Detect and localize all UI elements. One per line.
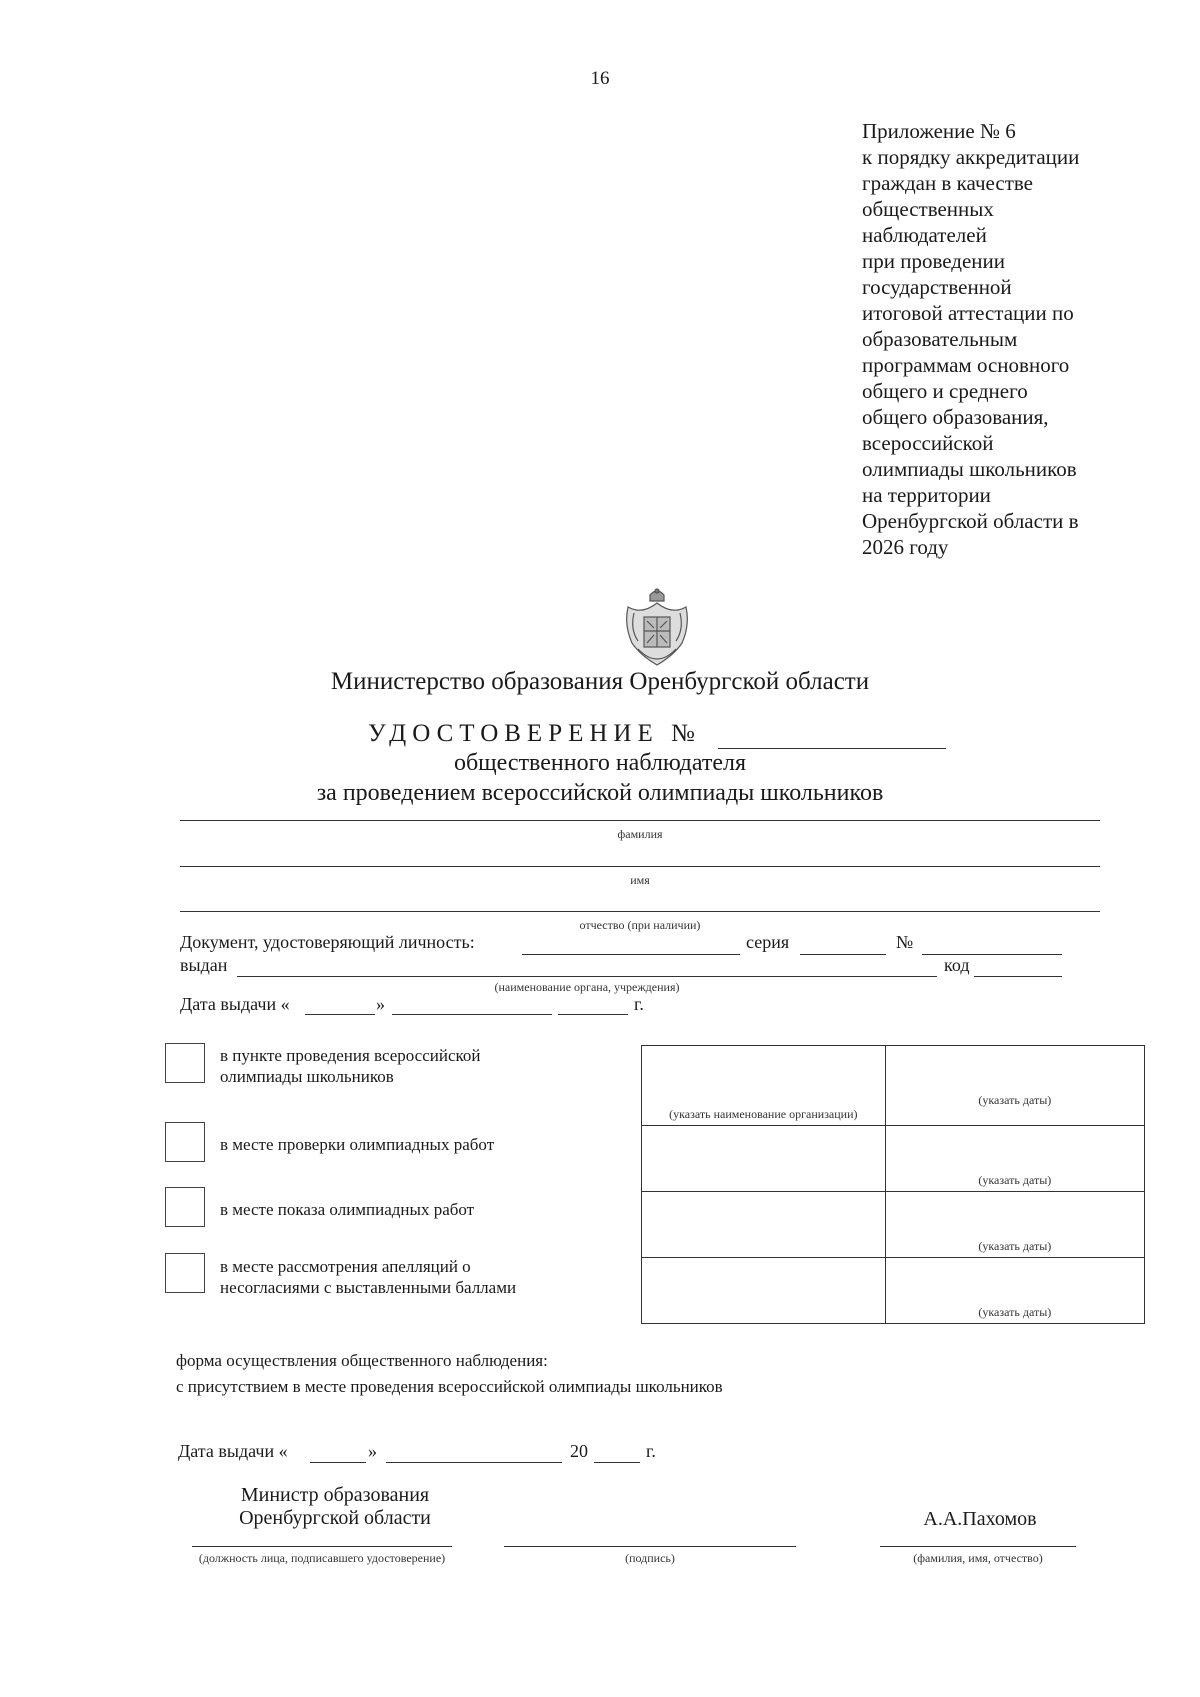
footer-quote-close: » — [368, 1441, 377, 1461]
organization-cell[interactable]: (указать наименование организации) — [642, 1046, 886, 1126]
id-document-field[interactable] — [522, 954, 740, 955]
appendix-line: итоговой аттестации по — [862, 301, 1074, 325]
appendix-line: программам основного — [862, 353, 1070, 377]
appendix-line: граждан в качестве — [862, 171, 1033, 195]
issued-label: выдан — [180, 955, 228, 975]
footer-year-field[interactable] — [594, 1462, 640, 1463]
signature-caption: (подпись) — [625, 1551, 675, 1565]
code-field[interactable] — [974, 976, 1062, 977]
appendix-line: всероссийской — [862, 431, 994, 455]
appendix-line: образовательным — [862, 327, 1018, 351]
number-label: № — [896, 932, 914, 952]
certificate-subtitle: общественного наблюдателя — [453, 750, 747, 776]
appendix-line: Приложение № 6 — [862, 119, 1016, 143]
appendix-line: общего образования, — [862, 405, 1049, 429]
checkbox-label: в месте рассмотрения апелляций о несогласиями с выставленными баллами — [220, 1257, 517, 1297]
issuer-caption: (наименование органа, учреждения) — [494, 980, 680, 994]
series-field[interactable] — [800, 954, 886, 955]
observation-form-label: форма осуществления общественного наблюдения: — [176, 1351, 548, 1370]
checkbox-olympiad-point[interactable] — [165, 1043, 205, 1083]
certificate-title: УДОСТОВЕРЕНИЕ № — [368, 720, 701, 747]
dates-cell[interactable]: (указать даты) — [885, 1192, 1144, 1258]
issuer-field[interactable] — [237, 976, 937, 977]
signatory-position: Министр образования Оренбургской области — [239, 1484, 431, 1529]
observation-form-value: с присутствием в месте проведения всероссийской олимпиады школьников — [176, 1377, 723, 1396]
quote-close: » — [376, 994, 385, 1014]
checkbox-showing-works[interactable] — [165, 1187, 205, 1227]
appendix-line: на территории — [862, 483, 991, 507]
position-caption: (должность лица, подписавшего удостоверение) — [198, 1551, 446, 1565]
ministry-name: Министерство образования Оренбургской области — [330, 668, 870, 695]
name-caption: (фамилия, имя, отчество) — [913, 1551, 1043, 1565]
checkbox-label: в месте проверки олимпиадных работ — [220, 1135, 495, 1154]
appendix-line: общественных — [862, 197, 994, 221]
patronymic-caption: отчество (при наличии) — [579, 918, 701, 932]
appendix-line: Оренбургской области в — [862, 509, 1079, 533]
series-label: серия — [746, 932, 790, 952]
appendix-line: к порядку аккредитации — [862, 145, 1080, 169]
footer-day-field[interactable] — [310, 1462, 366, 1463]
checkbox-label: в пункте проведения всероссийской олимпиады школьников — [220, 1046, 481, 1086]
name-field[interactable] — [180, 866, 1100, 867]
dates-cell[interactable]: (указать даты) — [885, 1258, 1144, 1324]
checkbox-label: в месте показа олимпиадных работ — [220, 1200, 475, 1219]
issue-day-field[interactable] — [305, 1014, 375, 1015]
checkbox-checking-works[interactable] — [165, 1122, 205, 1162]
observation-table — [641, 1045, 1145, 1324]
coat-of-arms-icon — [620, 585, 694, 671]
patronymic-field[interactable] — [180, 911, 1100, 912]
signature-field[interactable] — [504, 1546, 796, 1547]
footer-month-field[interactable] — [386, 1462, 562, 1463]
dates-cell[interactable]: (указать даты) — [885, 1046, 1144, 1126]
id-number-field[interactable] — [922, 954, 1062, 955]
name-line — [880, 1546, 1076, 1547]
name-caption: имя — [630, 873, 650, 887]
dates-cell[interactable]: (указать даты) — [885, 1126, 1144, 1192]
issue-date-label: Дата выдачи « — [180, 994, 290, 1014]
issue-year-field[interactable] — [558, 1014, 628, 1015]
appendix-line: при проведении — [862, 249, 1006, 273]
footer-date-label: Дата выдачи « — [178, 1441, 288, 1461]
appendix-line: государственной — [862, 275, 1012, 299]
issue-month-field[interactable] — [392, 1014, 552, 1015]
page-number: 16 — [590, 68, 610, 89]
organization-cell[interactable] — [642, 1126, 886, 1192]
footer-year-suffix: г. — [646, 1441, 656, 1461]
year-suffix: г. — [634, 994, 644, 1014]
checkbox-appeals[interactable] — [165, 1253, 205, 1293]
appendix-line: олимпиады школьников — [862, 457, 1077, 481]
surname-caption: фамилия — [617, 827, 663, 841]
appendix-line: общего и среднего — [862, 379, 1028, 403]
signatory-name: А.А.Пахомов — [923, 1508, 1037, 1530]
appendix-note — [862, 118, 1152, 560]
appendix-line: наблюдателей — [862, 223, 987, 247]
appendix-line: 2026 году — [862, 535, 949, 559]
code-label: код — [944, 955, 970, 975]
surname-field[interactable] — [180, 820, 1100, 821]
certificate-subtitle: за проведением всероссийской олимпиады школьников — [316, 780, 884, 806]
id-document-label: Документ, удостоверяющий личность: — [180, 932, 475, 952]
footer-century: 20 — [570, 1441, 588, 1461]
certificate-number-field[interactable] — [718, 748, 946, 749]
position-line — [192, 1546, 452, 1547]
organization-cell[interactable] — [642, 1192, 886, 1258]
organization-cell[interactable] — [642, 1258, 886, 1324]
